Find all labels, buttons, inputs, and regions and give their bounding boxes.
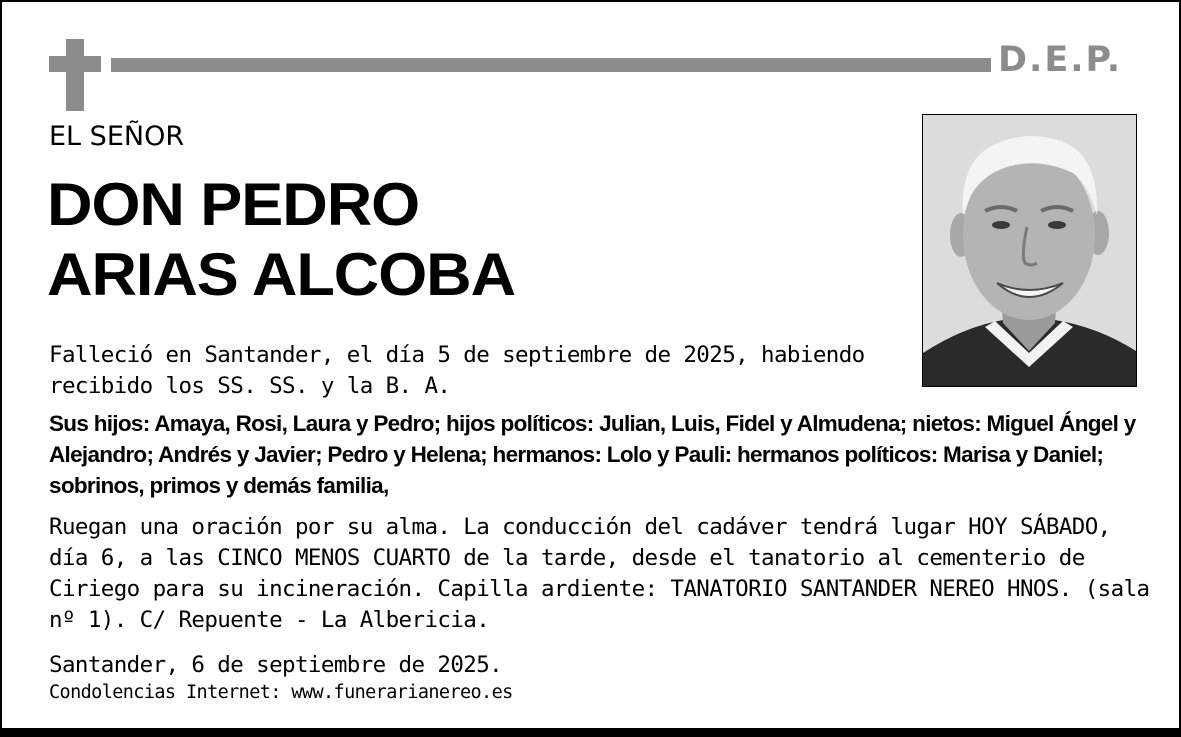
portrait-image bbox=[923, 115, 1136, 386]
cross-icon bbox=[49, 39, 101, 111]
dep-label: D.E.P. bbox=[998, 40, 1123, 80]
deceased-photo bbox=[922, 114, 1137, 387]
death-notice: Falleció en Santander, el día 5 de septiembre de 2025, habiendo recibido los SS. SS. y la B. A. bbox=[49, 342, 865, 399]
name-line-1: DON PEDRO bbox=[47, 171, 420, 238]
header-rule bbox=[111, 58, 991, 72]
place-date: Santander, 6 de septiembre de 2025. bbox=[49, 652, 503, 678]
ceremony-details: Ruegan una oración por su alma. La conducción del cadáver tendrá lugar HOY SÁBADO, día 6, a las CINCO MENOS CUARTO de la tarde, desde el tanatorio al cementerio de Ciriego para su incineración. Capilla ardiente: TANATORIO SANTANDER NEREO HNOS. (sala nº 1). C/ Repuente - La Albericia. bbox=[49, 514, 1150, 633]
name-line-2: ARIAS ALCOBA bbox=[47, 241, 516, 308]
deceased-name bbox=[47, 170, 845, 310]
honorific: EL SEÑOR bbox=[49, 121, 185, 152]
condolences-line: Condolencias Internet: www.funerarianereo.es bbox=[49, 682, 513, 703]
family-list: Sus hijos: Amaya, Rosi, Laura y Pedro; hijos políticos: Julian, Luis, Fidel y Almudena; nietos: Miguel Ángel y Alejandro; Andrés y Javier; Pedro y Helena; hermanos: Lolo y Pauli: hermanos políticos: Marisa y Daniel; sobrinos, primos y demás familia, bbox=[49, 411, 1136, 498]
